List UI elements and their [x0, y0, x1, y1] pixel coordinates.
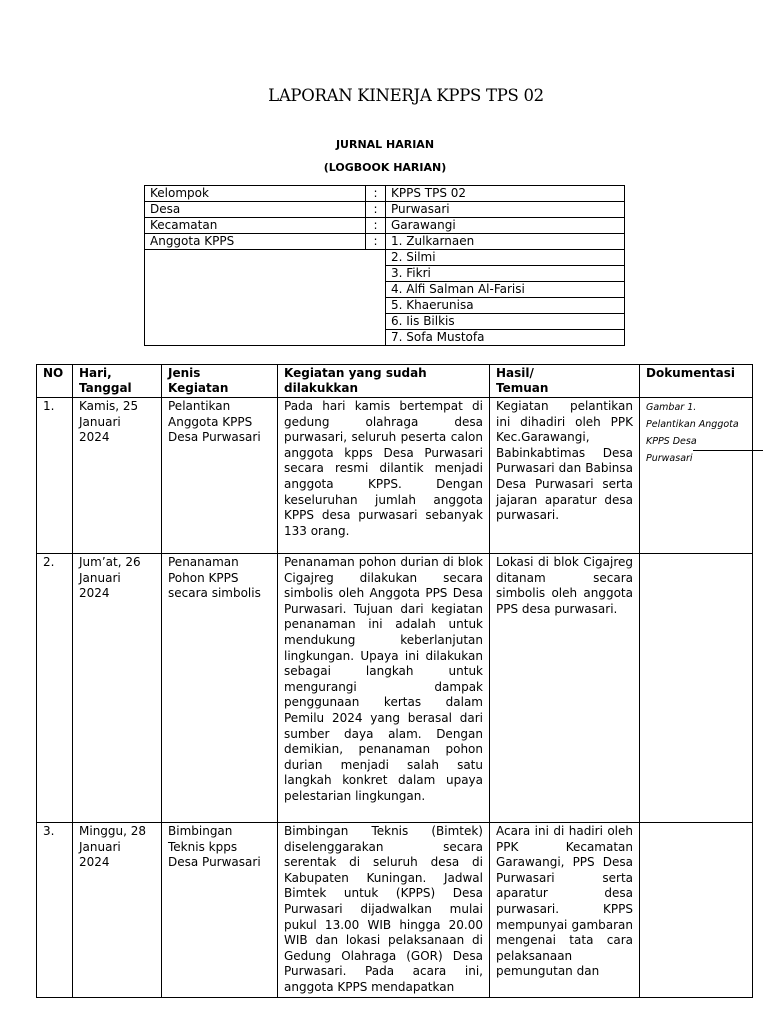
info-colon: :: [366, 234, 386, 250]
row-activity: Pada hari kamis bertempat di gedung olahraga desa purwasari, seluruh peserta calon anggota kpps Desa Purwasari secara resmi dilantik menjadi anggota KPPS. Dengan keseluruhan jumlah anggota KPPS desa purwasari sebanyak 133 orang.: [278, 398, 490, 554]
row-result: Lokasi di blok Cigajreg ditanam secara simbolis oleh anggota PPS desa purwasari.: [490, 554, 640, 823]
header-no: NO: [37, 365, 73, 398]
info-row: [145, 186, 625, 202]
info-label: Desa: [145, 202, 366, 218]
doc-caption: Gambar 1. Pelantikan Anggota KPPS Desa Purwasari: [646, 402, 739, 464]
info-value: 1. Zulkarnaen: [386, 234, 625, 250]
info-label: Kelompok: [145, 186, 366, 202]
logbook-table: [36, 364, 753, 998]
logbook-header-row: [37, 365, 753, 398]
row-activity: Bimbingan Teknis (Bimtek) diselenggarakan secara serentak di seluruh desa di Kabupaten Kuningan. Jadwal Bimtek untuk (KPPS) Desa Purwasari dijadwalkan mulai pukul 13.00 WIB hingga 20.00 WIB dan lokasi pelaksanaan di Gedung Olahraga (GOR) Desa Purwasari. Pada acara ini, anggota KPPS mendapatkan: [278, 823, 490, 998]
member-name: 7. Sofa Mustofa: [386, 330, 625, 346]
caption-underline: [693, 450, 763, 451]
info-colon: :: [366, 202, 386, 218]
info-value: Garawangi: [386, 218, 625, 234]
member-name: 4. Alfi Salman Al-Farisi: [386, 282, 625, 298]
info-row: [145, 234, 625, 250]
header-result: Hasil/ Temuan: [490, 365, 640, 398]
row-no: 3.: [37, 823, 73, 998]
row-result: Acara ini di hadiri oleh PPK Kecamatan Garawangi, PPS Desa Purwasari serta aparatur desa purwasari. KPPS mempunyai gambaran mengenai tata cara pelaksanaan pemungutan dan: [490, 823, 640, 998]
row-no: 2.: [37, 554, 73, 823]
row-type: Bimbingan Teknis kpps Desa Purwasari: [162, 823, 278, 998]
header-date: Hari, Tanggal: [73, 365, 162, 398]
doc-cell: [640, 554, 753, 823]
log-row: [37, 398, 753, 554]
row-no: 1.: [37, 398, 73, 554]
info-colon: :: [366, 186, 386, 202]
member-name: 3. Fikri: [386, 266, 625, 282]
row-activity: Penanaman pohon durian di blok Cigajreg dilakukan secara simbolis oleh Anggota PPS Desa Purwasari. Tujuan dari kegiatan penanaman ini adalah untuk mendukung keberlanjutan lingkungan. Upaya ini dilakukan sebagai langkah untuk mengurangi dampak penggunaan kertas dalam Pemilu 2024 yang berasal dari sumber daya alam. Dengan demikian, penanaman pohon durian menjadi salah satu langkah konkret dalam upaya pelestarian lingkungan.: [278, 554, 490, 823]
member-name: 6. Iis Bilkis: [386, 314, 625, 330]
header-activity: Kegiatan yang sudah dilakukkan: [278, 365, 490, 398]
info-value: Purwasari: [386, 202, 625, 218]
doc-cell: [640, 398, 753, 554]
info-label: Anggota KPPS: [145, 234, 366, 250]
info-table: [144, 185, 625, 346]
member-name: 5. Khaerunisa: [386, 298, 625, 314]
page-title: LAPORAN KINERJA KPPS TPS 02: [268, 86, 544, 105]
row-type: Pelantikan Anggota KPPS Desa Purwasari: [162, 398, 278, 554]
info-label: Kecamatan: [145, 218, 366, 234]
header-doc: Dokumentasi: [640, 365, 753, 398]
journal-subtitle: JURNAL HARIAN: [335, 138, 435, 151]
log-row: [37, 554, 753, 823]
row-date: Jum’at, 26 Januari 2024: [73, 554, 162, 823]
logbook-subtitle: (LOGBOOK HARIAN): [323, 161, 447, 174]
info-colon: :: [366, 218, 386, 234]
doc-cell: [640, 823, 753, 998]
info-row: [145, 218, 625, 234]
member-name: 2. Silmi: [386, 250, 625, 266]
row-date: Kamis, 25 Januari 2024: [73, 398, 162, 554]
info-row: [145, 202, 625, 218]
row-result: Kegiatan pelantikan ini dihadiri oleh PPK Kec.Garawangi, Babinkabtimas Desa Purwasari dan Babinsa Desa Purwasari serta jajaran aparatur desa purwasari.: [490, 398, 640, 554]
member-row: [145, 250, 625, 266]
header-type: Jenis Kegiatan: [162, 365, 278, 398]
info-value: KPPS TPS 02: [386, 186, 625, 202]
log-row: [37, 823, 753, 998]
row-date: Minggu, 28 Januari 2024: [73, 823, 162, 998]
row-type: Penanaman Pohon KPPS secara simbolis: [162, 554, 278, 823]
info-blank-cell: [145, 250, 386, 346]
